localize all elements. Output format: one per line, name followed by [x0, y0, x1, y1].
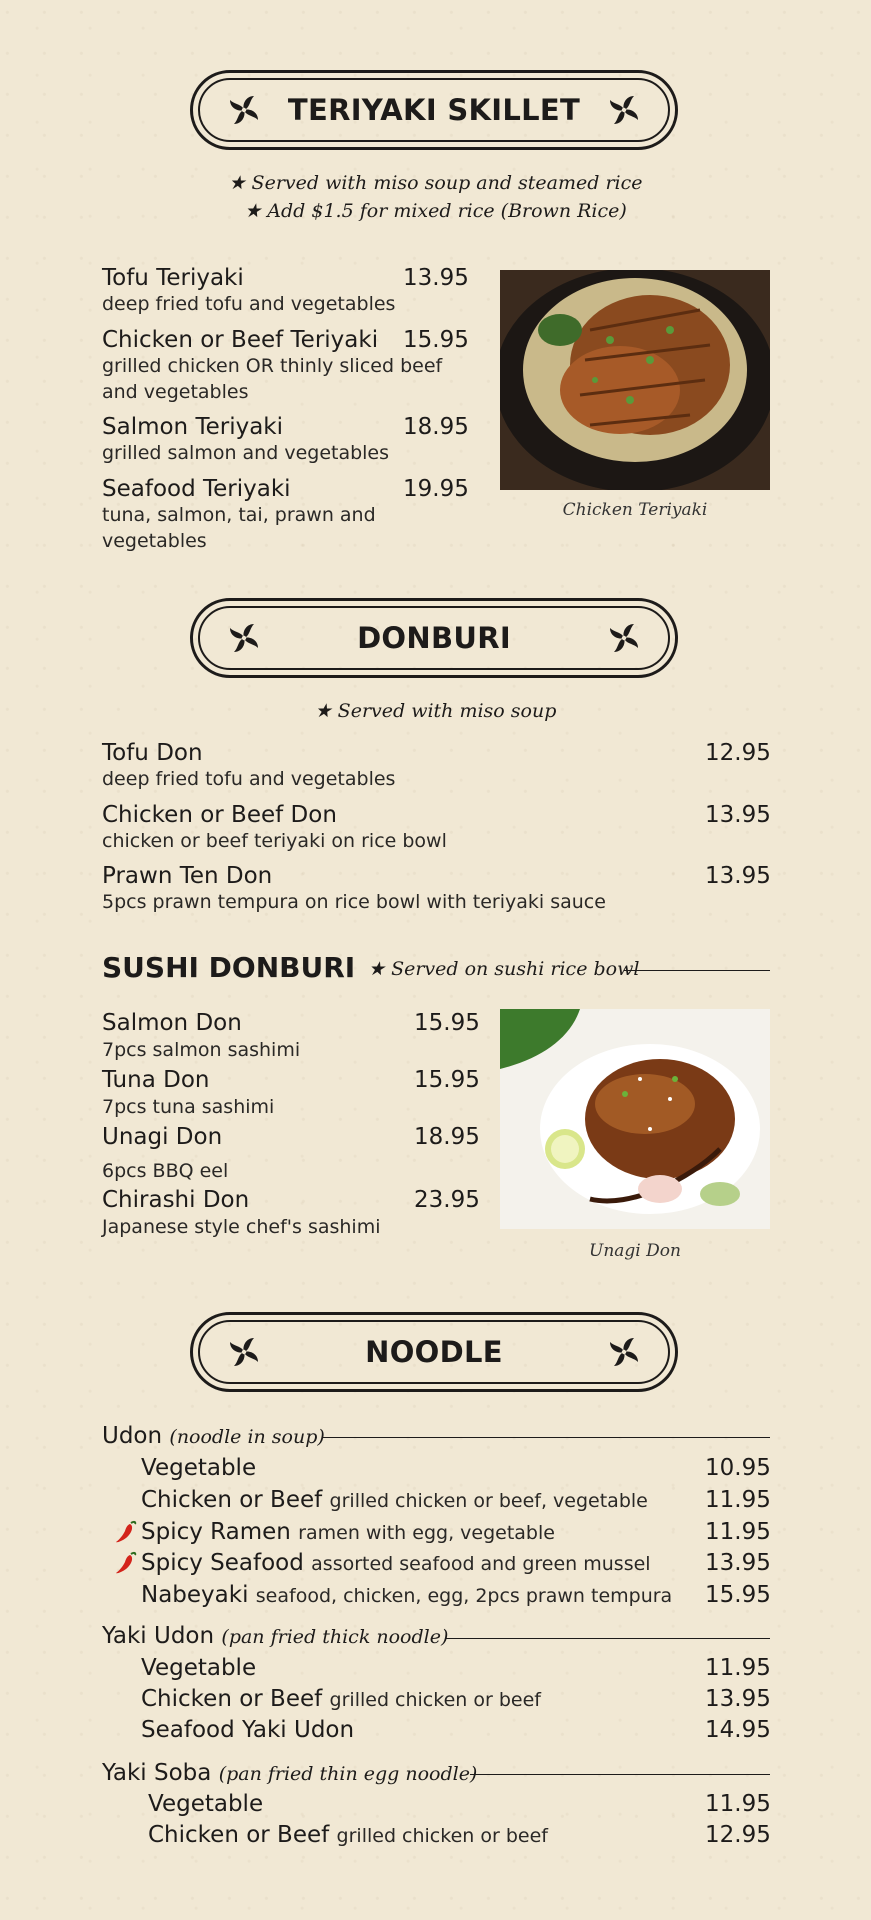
yaki-soba-heading	[102, 1760, 477, 1786]
chicken-teriyaki-photo	[500, 270, 770, 490]
menu-item-name: Chicken or Beef grilled chicken or beef	[148, 1822, 548, 1848]
menu-item-name: Chicken or Beef grilled chicken or beef, vegetable	[141, 1487, 648, 1513]
menu-item-price: 19.95	[403, 476, 469, 502]
menu-item-price: 13.95	[705, 1686, 771, 1712]
unagi-don-photo	[500, 1009, 770, 1229]
menu-item-price: 13.95	[705, 863, 771, 889]
menu-item-desc: vegetables	[102, 530, 207, 552]
menu-item-price: 12.95	[705, 1822, 771, 1848]
menu-item-price: 23.95	[414, 1187, 480, 1213]
menu-item-desc: grilled chicken or beef	[329, 1689, 541, 1711]
menu-item-name: Salmon Don	[102, 1010, 242, 1036]
menu-item-price: 15.95	[705, 1582, 771, 1608]
menu-item-name: Chicken or Beef Teriyaki	[102, 327, 379, 353]
menu-item-price: 15.95	[414, 1010, 480, 1036]
menu-item-desc: 7pcs salmon sashimi	[102, 1039, 301, 1061]
yaki-udon-note: (pan fried thick noodle)	[221, 1626, 449, 1648]
section-title: TERIYAKI SKILLET	[287, 93, 581, 127]
photo-caption: Unagi Don	[589, 1241, 681, 1261]
menu-item-name: Unagi Don	[102, 1124, 223, 1150]
teriyaki-note-1: ★ Served with miso soup and steamed rice	[228, 172, 643, 194]
menu-item-desc: assorted seafood and green mussel	[311, 1553, 651, 1575]
menu-item-desc: 6pcs BBQ eel	[102, 1160, 229, 1182]
menu-item-price: 13.95	[403, 265, 469, 291]
pinwheel-icon	[604, 1332, 644, 1372]
teriyaki-note-2: ★ Add $1.5 for mixed rice (Brown Rice)	[244, 200, 627, 222]
donburi-banner	[190, 598, 678, 678]
sushi-donburi-title: SUSHI DONBURI	[102, 951, 356, 984]
menu-item-desc: chicken or beef teriyaki on rice bowl	[102, 830, 447, 852]
yaki-udon-label: Yaki Udon	[102, 1623, 215, 1649]
menu-item-price: 11.95	[705, 1655, 771, 1681]
divider	[624, 970, 770, 971]
menu-item-price: 12.95	[705, 740, 771, 766]
section-title: DONBURI	[357, 621, 511, 655]
divider	[446, 1638, 770, 1639]
menu-item-price: 18.95	[414, 1124, 480, 1150]
menu-item-desc: and vegetables	[102, 381, 249, 403]
menu-item-name: Tofu Teriyaki	[102, 265, 244, 291]
pinwheel-icon	[604, 618, 644, 658]
menu-item-name: Vegetable	[141, 1455, 257, 1481]
chili-pepper-icon	[114, 1519, 138, 1545]
menu-item-desc: seafood, chicken, egg, 2pcs prawn tempura	[255, 1585, 673, 1607]
menu-item-price: 13.95	[705, 802, 771, 828]
divider	[470, 1774, 770, 1775]
menu-item-name: Tuna Don	[102, 1067, 210, 1093]
menu-item-desc: tuna, salmon, tai, prawn and	[102, 504, 376, 526]
menu-item-name: Spicy Ramen ramen with egg, vegetable	[141, 1519, 555, 1545]
menu-item-name: Vegetable	[148, 1791, 264, 1817]
pinwheel-icon	[604, 90, 644, 130]
menu-item-desc: grilled salmon and vegetables	[102, 442, 390, 464]
yaki-soba-label: Yaki Soba	[102, 1760, 212, 1786]
photo-caption: Chicken Teriyaki	[562, 500, 708, 520]
menu-item-desc: 7pcs tuna sashimi	[102, 1096, 275, 1118]
divider	[322, 1437, 770, 1438]
menu-item-desc: grilled chicken or beef	[336, 1825, 548, 1847]
menu-item-price: 15.95	[414, 1067, 480, 1093]
menu-item-price: 14.95	[705, 1717, 771, 1743]
menu-item-name: Nabeyaki seafood, chicken, egg, 2pcs prawn tempura	[141, 1582, 673, 1608]
udon-note: (noodle in soup)	[169, 1426, 325, 1448]
menu-item-price: 11.95	[705, 1791, 771, 1817]
teriyaki-banner	[190, 70, 678, 150]
menu-item-desc: deep fried tofu and vegetables	[102, 768, 396, 790]
udon-label: Udon	[102, 1423, 163, 1449]
menu-item-price: 11.95	[705, 1487, 771, 1513]
menu-item-name: Spicy Seafood assorted seafood and green mussel	[141, 1550, 651, 1576]
menu-item-name: Prawn Ten Don	[102, 863, 273, 889]
menu-item-price: 13.95	[705, 1550, 771, 1576]
sushi-donburi-note: ★ Served on sushi rice bowl	[368, 958, 640, 980]
menu-item-desc: grilled chicken OR thinly sliced beef	[102, 355, 443, 377]
menu-item-desc: 5pcs prawn tempura on rice bowl with teriyaki sauce	[102, 891, 606, 913]
menu-item-price: 15.95	[403, 327, 469, 353]
udon-heading	[102, 1423, 325, 1449]
menu-item-name: Vegetable	[141, 1655, 257, 1681]
menu-item-desc: Japanese style chef's sashimi	[102, 1216, 381, 1238]
yaki-udon-heading	[102, 1623, 448, 1649]
menu-item-name: Chirashi Don	[102, 1187, 250, 1213]
menu-item-desc: deep fried tofu and vegetables	[102, 293, 396, 315]
noodle-banner	[190, 1312, 678, 1392]
menu-item-name: Chicken or Beef Don	[102, 802, 337, 828]
menu-item-desc: grilled chicken or beef, vegetable	[329, 1490, 648, 1512]
menu-item-price: 18.95	[403, 414, 469, 440]
menu-item-name: Chicken or Beef grilled chicken or beef	[141, 1686, 541, 1712]
menu-item-name: Salmon Teriyaki	[102, 414, 284, 440]
donburi-note: ★ Served with miso soup	[314, 700, 557, 722]
section-title: NOODLE	[365, 1335, 503, 1369]
menu-item-desc: ramen with egg, vegetable	[298, 1522, 555, 1544]
menu-item-price: 10.95	[705, 1455, 771, 1481]
menu-item-price: 11.95	[705, 1519, 771, 1545]
menu-item-name: Seafood Yaki Udon	[141, 1717, 355, 1743]
menu-item-name: Seafood Teriyaki	[102, 476, 291, 502]
chili-pepper-icon	[114, 1550, 138, 1576]
yaki-soba-note: (pan fried thin egg noodle)	[218, 1763, 478, 1785]
menu-item-name: Tofu Don	[102, 740, 203, 766]
